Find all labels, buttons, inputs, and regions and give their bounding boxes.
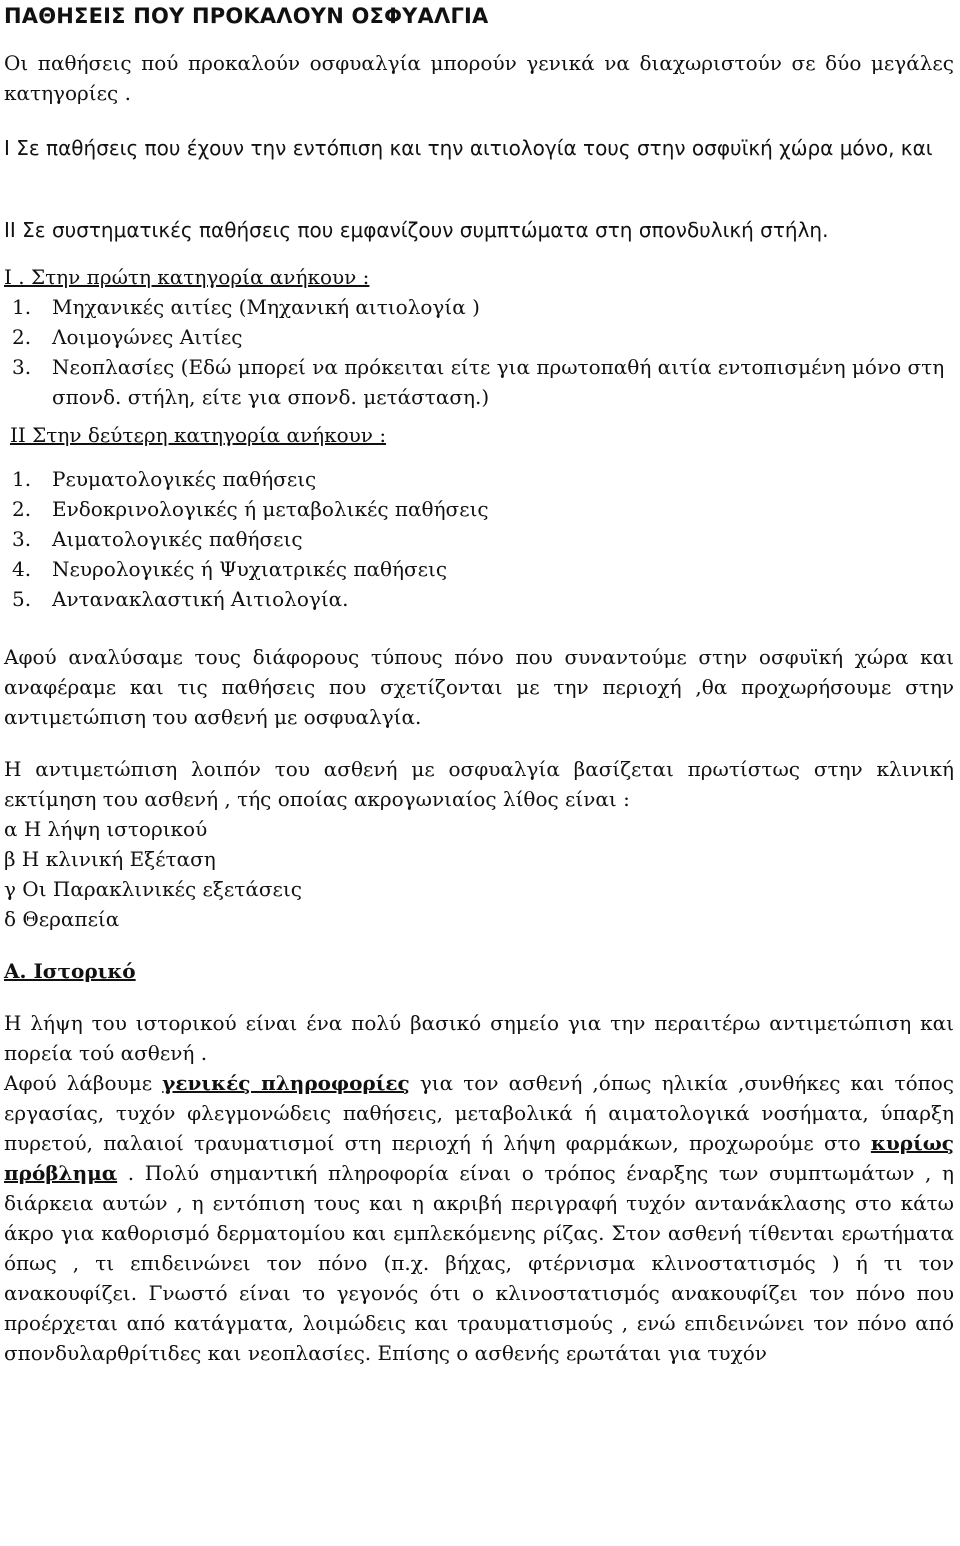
step-item: γ Οι Παρακλινικές εξετάσεις: [4, 877, 302, 901]
category-one: I Σε παθήσεις που έχουν την εντόπιση και την αιτιολογία τους στην οσφυϊκή χώρα μόνο, και: [4, 136, 933, 160]
info-paragraph: Αφού λάβουμε γενικές πληροφορίες για τον ασθενή ,όπως ηλικία ,συνθήκες και τόπος εργασίας, τυχόν φλεγμονώδεις παθήσεις, μεταβολικά ή αιματολογικά νοσήματα, ύπαρξη πυρετού, παλαιοί τραυματισμοί στη περιοχή ή λήψη φαρμάκων, προχωρούμε στο κυρίως πρόβλημα . Πολύ σημαντική πληροφορία είναι ο τρόπος έναρξης των συμπτωμάτων , η διάρκεια αυτών , η εντόπιση τους και η ακριβή περιγραφή τυχόν αντανάκλασης στο κάτω άκρο για καθορισμό δερματομίου και εμπλεκόμενης ρίζας. Στον ασθενή τίθενται ερωτήματα όπως , τι επιδεινώνει τον πόνο (π.χ. βήχας, φτέρνισμα κλινοστατισμός ) ή τι τον ανακουφίζει. Γνωστό είναι το γεγονός ότι ο κλινοστατισμός ανακουφίζει τον πόνο που προέρχεται από κατάγματα, λοιμώδεις και τραυματισμούς , ενώ επιδεινώνει τον πόνο από σπονδυλαρθρίτιδες και νεοπλασίες. Επίσης ο ασθενής ερωτάται για τυχόν: [4, 1071, 955, 1365]
step-item: α Η λήψη ιστορικού: [4, 817, 208, 841]
step-item: δ Θεραπεία: [4, 907, 120, 931]
list-item: 5. Αντανακλαστική Αιτιολογία.: [12, 587, 349, 611]
general-info-emphasis: γενικές πληροφορίες: [162, 1071, 410, 1095]
list-item: 1. Ρευματολογικές παθήσεις: [12, 467, 317, 491]
history-paragraph: Η λήψη του ιστορικού είναι ένα πολύ βασικό σημείο για την περαιτέρω αντιμετώπιση και πορεία τού ασθενή .: [4, 1011, 954, 1065]
second-category-list: [4, 464, 954, 614]
list-item: 2. Ενδοκρινολογικές ή μεταβολικές παθήσεις: [12, 497, 489, 521]
assessment-steps: [4, 814, 954, 934]
first-category-heading: I . Στην πρώτη κατηγορία ανήκουν :: [4, 265, 370, 289]
page-title: ΠΑΘΗΣΕΙΣ ΠΟΥ ΠΡΟΚΑΛΟΥΝ ΟΣΦΥΑΛΓΙΑ: [4, 4, 489, 28]
step-item: β Η κλινική Εξέταση: [4, 847, 216, 871]
section-history-heading: Α. Ιστορικό: [4, 959, 136, 983]
first-category-list: [4, 292, 954, 412]
analysis-paragraph: Αφού αναλύσαμε τους διάφορους τύπους πόνο που συναντούμε στην οσφυϊκή χώρα και αναφέραμε και τις παθήσεις που σχετίζονται με την περιοχή ,θα προχωρήσουμε στην αντιμετώπιση του ασθενή με οσφυαλγία.: [4, 645, 954, 729]
list-item: 3. Αιματολογικές παθήσεις: [12, 527, 303, 551]
treatment-paragraph: Η αντιμετώπιση λοιπόν του ασθενή με οσφυαλγία βασίζεται πρωτίστως στην κλινική εκτίμηση του ασθενή , τής οποίας ακρογωνιαίος λίθος είναι :: [4, 757, 954, 811]
list-item: 4. Νευρολογικές ή Ψυχιατρικές παθήσεις: [12, 557, 448, 581]
document-page: [4, 0, 954, 1368]
list-item: 2. Λοιμογώνες Αιτίες: [12, 325, 243, 349]
list-item: 1. Μηχανικές αιτίες (Μηχανική αιτιολογία ): [12, 295, 480, 319]
category-two: II Σε συστηματικές παθήσεις που εμφανίζουν συμπτώματα στη σπονδυλική στήλη.: [4, 218, 829, 242]
main-problem-emphasis: κυρίως πρόβλημα: [4, 1131, 954, 1185]
second-category-heading: II Στην δεύτερη κατηγορία ανήκουν :: [10, 423, 387, 447]
intro-paragraph: Οι παθήσεις πού προκαλούν οσφυαλγία μπορούν γενικά να διαχωριστούν σε δύο μεγάλες κατηγορίες .: [4, 51, 954, 105]
list-item: 3. Νεοπλασίες (Εδώ μπορεί να πρόκειται είτε για πρωτοπαθή αιτία εντοπισμένη μόνο στη σπονδ. στήλη, είτε για σπονδ. μετάσταση.): [12, 355, 945, 409]
